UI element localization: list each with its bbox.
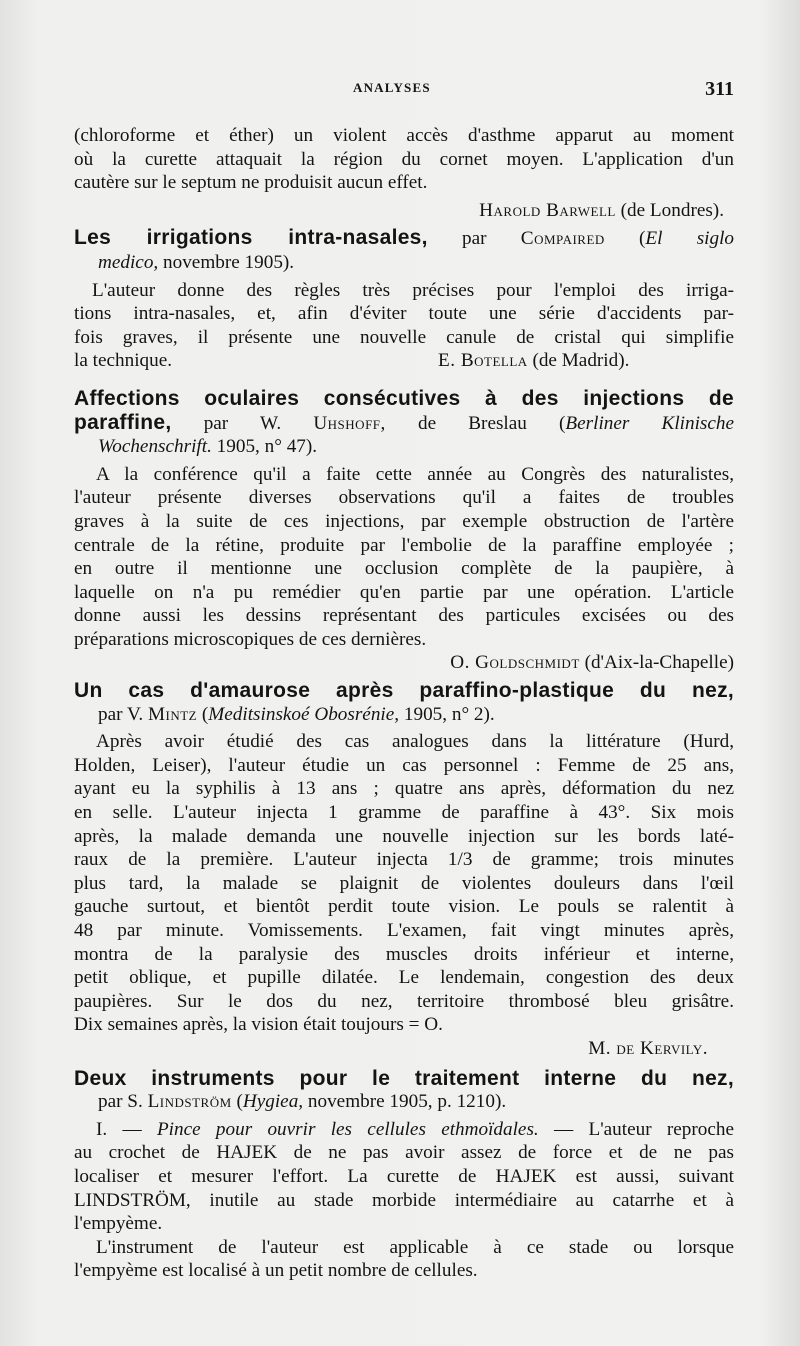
text-line: l'empyème est localisé à un petit nombre de cellules. [74,1260,478,1282]
author-signature [438,349,629,373]
article-author: Lindström [147,1091,232,1113]
text-line: fois graves, il présente une nouvelle canule de cristal qui simplifie [74,326,734,348]
source-journal: Wochenschrift. [98,436,212,458]
source-paren: ( [639,228,646,250]
article-heading [74,411,734,436]
par-text: par V. [98,703,144,725]
article-paragraph [74,463,734,652]
text-line: ayant eu la syphilis à 13 ans ; quatre ans après, déformation du nez [74,778,734,800]
article-paragraph [74,279,734,373]
par-text: par W. [203,412,282,434]
text-line: Après avoir étudié des cas analogues dans la littérature (Hurd, [96,731,734,753]
text-line: tions intra-nasales, et, afin d'éviter toute une série d'accidents par- [74,303,734,325]
source-journal: Hygiea, [242,1091,304,1113]
text-line: LINDSTRÖM, inutile au stade morbide intermédiaire au catarrhe et à [74,1189,734,1211]
text-line: plus tard, la malade se plaignit de violentes douleurs dans l'œil [74,872,734,894]
signature-place: (d'Aix-la-Chapelle) [584,652,734,674]
article-affections [74,387,734,675]
text-line: L'auteur donne des règles très précises pour l'emploi des irriga- [92,279,734,301]
author-signature [74,199,734,223]
author-signature [74,1037,734,1061]
text-line: cautère sur le septum ne produisit aucun effet. [74,172,428,194]
subsection-number: I. — [96,1118,157,1140]
signature-name: Harold Barwell [479,199,616,221]
page-number: 311 [705,78,734,100]
article-title: Affections oculaires consécutives à des injections de [74,386,734,410]
text-line: après, la malade demanda une nouvelle injection sur les bords laté- [74,825,734,847]
text-line: graves à la suite de ces injections, par exemple obstruction de l'artère [74,510,734,532]
article-source-line [74,703,734,727]
intro-paragraph [74,124,734,195]
article-title: Les irrigations intra-nasales, [74,226,428,250]
source-journal: Berliner Klinische [565,412,734,434]
article-title: Deux instruments pour le traitement interne du nez, [74,1066,734,1090]
article-heading [74,226,734,251]
text-line: localiser et mesurer l'effort. La curette de HAJEK est aussi, suivant [74,1165,734,1187]
page-header [0,80,800,104]
article-paragraph [74,1118,734,1283]
text-line: gauche surtout, et bientôt perdit toute vision. Le pouls se ralentit à [74,896,734,918]
subsection-line [74,1118,734,1142]
article-source-line [74,1090,734,1114]
source-ref: 1905, n° 47). [216,436,318,458]
article-irrigations [74,226,734,373]
article-title: Un cas d'amaurose après paraffino-plastique du nez, [74,679,734,703]
text-line: A la conférence qu'il a faite cette année au Congrès des naturalistes, [96,463,734,485]
par-text: par S. [98,1091,143,1113]
text-line: Dix semaines après, la vision était toujours = O. [74,1014,443,1036]
subsection-title: Pince pour ouvrir les cellules ethmoïdales. [156,1118,539,1140]
text-line: l'auteur présente diverses observations qu'il a faites de troubles [74,487,734,509]
article-amaurose [74,679,734,1061]
text-line: Holden, Leiser), l'auteur étudie un cas personnel : Femme de 25 ans, [74,754,734,776]
source-ref: novembre 1905, p. 1210). [307,1091,507,1113]
article-author: Compaired [520,228,605,250]
text-line: raux de la première. L'auteur injecta 1/3 de gramme; trois minutes [74,849,734,871]
source-journal: Meditsinskoé Obosrénie, [208,703,400,725]
author-signature [74,651,734,675]
text-line: (chloroforme et éther) un violent accès d'asthme apparut au moment [74,125,734,146]
article-paragraph [74,730,734,1037]
signature-name: E. Botella [438,350,528,372]
text-line: préparations microscopiques de ces dernières. [74,628,427,650]
running-head: ANALYSES [353,80,431,95]
text-line: où la curette attaquait la région du cornet moyen. L'application d'un [74,148,734,170]
par-text: par [462,228,487,250]
source-place: de Breslau ( [417,412,566,434]
page-body [74,124,734,1283]
source-paren: ( [201,703,209,725]
source-paren: ( [236,1091,243,1113]
text-line: l'empyème. [74,1213,163,1235]
article-author: Mintz [147,703,198,725]
text-line: paupières. Sur le dos du nez, territoire thrombosé bleu grisâtre. [74,990,734,1012]
text-line: en selle. L'auteur injecta 1 gramme de paraffine à 43°. Six mois [74,802,734,824]
article-instruments [74,1067,734,1283]
signature-name: M. de Kervily. [588,1037,708,1059]
text-line: L'instrument de l'auteur est applicable à ce stade ou lorsque [96,1236,734,1258]
text-line: en outre il mentionne une occlusion complète de la paupière, à [74,558,734,580]
signature-place: (de Madrid). [532,350,630,372]
text-line: au crochet de HAJEK de ne pas avoir assez de force et de ne pas [74,1142,734,1164]
subsection-text: — L'auteur reproche [538,1118,734,1140]
text-line: 48 par minute. Vomissements. L'examen, fait vingt minutes après, [74,920,734,941]
signature-name: O. Goldschmidt [450,652,580,674]
text-line: petit oblique, et pupille dilatée. Le lendemain, congestion des deux [74,967,734,989]
source-journal: medico, [98,251,159,273]
text-line [74,349,734,373]
text-line: montra de la paralysie des muscles droits inférieur et interne, [74,943,734,965]
source-journal: El siglo [645,228,735,250]
source-ref: 1905, n° 2). [403,703,495,725]
text-line: laquelle on n'a pu remédier qu'en partie par une opération. L'article [74,581,734,603]
signature-place: (de Londres). [620,199,724,221]
last-line-text: la technique. [74,350,173,372]
article-source-line [74,435,734,459]
article-title: paraffine, [74,410,172,434]
article-author: Uhshoff, [313,412,386,434]
article-source-line [74,251,734,275]
source-ref: novembre 1905). [163,251,295,273]
text-line: donne aussi les dessins représentant des particules excisées ou des [74,605,734,627]
text-line: centrale de la rétine, produite par l'embolie de la paraffine employée ; [74,534,734,556]
